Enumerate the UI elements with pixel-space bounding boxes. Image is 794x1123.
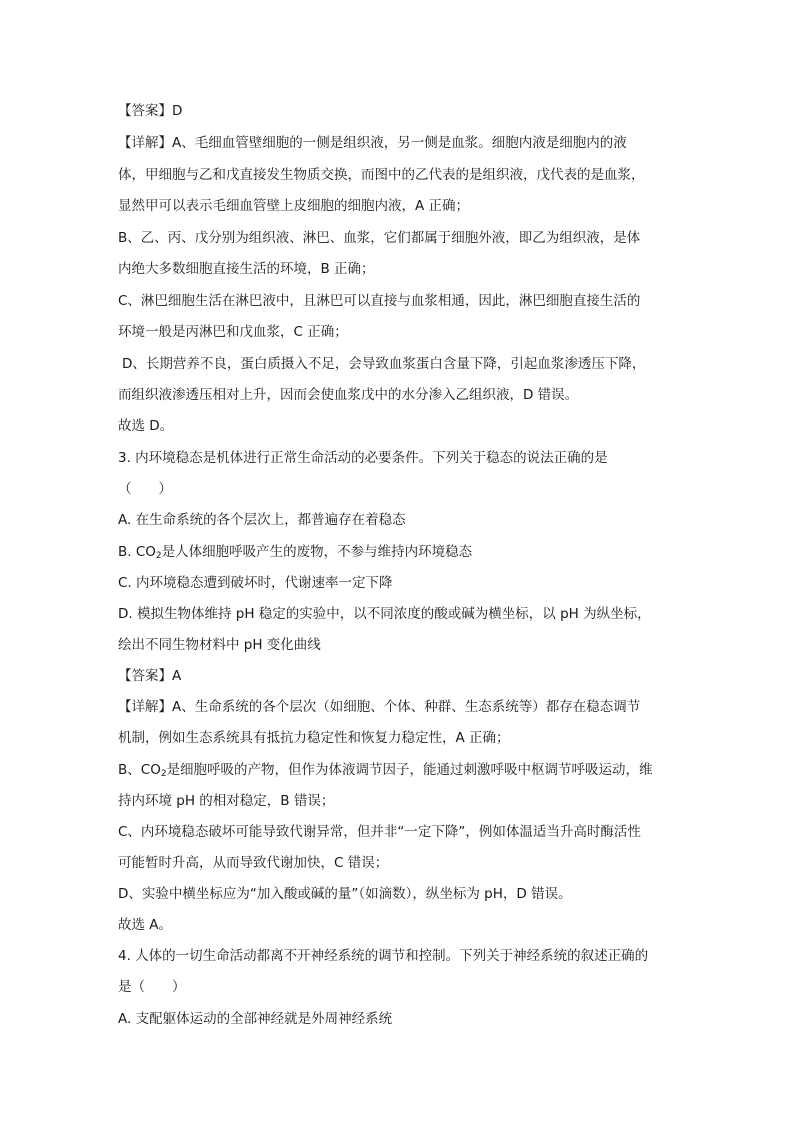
explanation-line: 内绝大多数细胞直接生活的环境，B 正确；: [118, 261, 375, 277]
question-3-option-d-cont: 绘出不同生物材料中 pH 变化曲线: [118, 637, 321, 653]
answer-label: 【答案】D: [118, 103, 183, 119]
conclusion-line: 故选 D。: [118, 418, 174, 434]
explanation-line: D、长期营养不良，蛋白质摄入不足，会导致血浆蛋白含量下降，引起血浆渗透压下降，: [122, 356, 646, 372]
question-4-stem: 4. 人体的一切生命活动都离不开神经系统的调节和控制。下列关于神经系统的叙述正确的: [118, 948, 649, 964]
explanation-line: 而组织液渗透压相对上升，因而会使血浆戊中的水分渗入乙组织液，D 错误。: [118, 387, 579, 403]
explanation-line: 持内环境 pH 的相对稳定，B 错误；: [118, 793, 335, 809]
question-3-option-b: B. $CO_2$是人体细胞呼吸产生的废物，不参与维持内环境稳态: [118, 544, 473, 561]
explanation-line: C、内环境稳态破坏可能导致代谢异常，但并非“一定下降”，例如体温适当升高时酶活性: [118, 824, 641, 840]
explanation-line: B、$CO_2$是细胞呼吸的产物，但作为体液调节因子，能通过刺激呼吸中枢调节呼吸运动，维: [118, 762, 653, 779]
question-3-option-a: A. 在生命系统的各个层次上，都普遍存在着稳态: [118, 512, 406, 528]
answer-label: 【答案】A: [118, 668, 182, 684]
question-3-option-c: C. 内环境稳态遭到破坏时，代谢速率一定下降: [118, 575, 393, 591]
explanation-line: C、淋巴细胞生活在淋巴液中，且淋巴可以直接与血浆相通，因此，淋巴细胞直接生活的: [118, 293, 641, 309]
explanation-line: B、乙、丙、戊分别为组织液、淋巴、血浆，它们都属于细胞外液，即乙为组织液，是体: [118, 230, 641, 246]
explanation-line: 显然甲可以表示毛细血管壁上皮细胞的细胞内液，A 正确；: [118, 198, 470, 214]
explanation-line: 机制，例如生态系统具有抵抗力稳定性和恢复力稳定性，A 正确；: [118, 730, 510, 746]
explanation-line: 【详解】A、毛细血管壁细胞的一侧是组织液，另一侧是血浆。细胞内液是细胞内的液: [118, 135, 627, 151]
explanation-line: 体，甲细胞与乙和戊直接发生物质交换，而图中的乙代表的是组织液，戊代表的是血浆，: [118, 167, 645, 183]
explanation-line: D、实验中横坐标应为“加入酸或碱的量”（如滴数），纵坐标为 pH，D 错误。: [118, 886, 572, 902]
conclusion-line: 故选 A。: [118, 917, 173, 933]
explanation-line: 【详解】A、生命系统的各个层次（如细胞、个体、种群、生态系统等）都存在稳态调节: [118, 699, 641, 715]
explanation-line: 可能暂时升高，从而导致代谢加快，C 错误；: [118, 855, 389, 871]
question-3-option-d: D. 模拟生物体维持 pH 稳定的实验中，以不同浓度的酸或碱为横坐标，以 pH 为纵坐标，: [118, 606, 651, 622]
question-4-option-a: A. 支配躯体运动的全部神经就是外周神经系统: [118, 1011, 393, 1027]
question-4-stem-cont: 是（ ）: [118, 979, 186, 995]
explanation-line: 环境一般是丙淋巴和戊血浆，C 正确；: [118, 324, 348, 340]
question-3-stem: 3. 内环境稳态是机体进行正常生命活动的必要条件。下列关于稳态的说法正确的是: [118, 450, 608, 466]
question-3-blank: （ ）: [118, 481, 172, 497]
